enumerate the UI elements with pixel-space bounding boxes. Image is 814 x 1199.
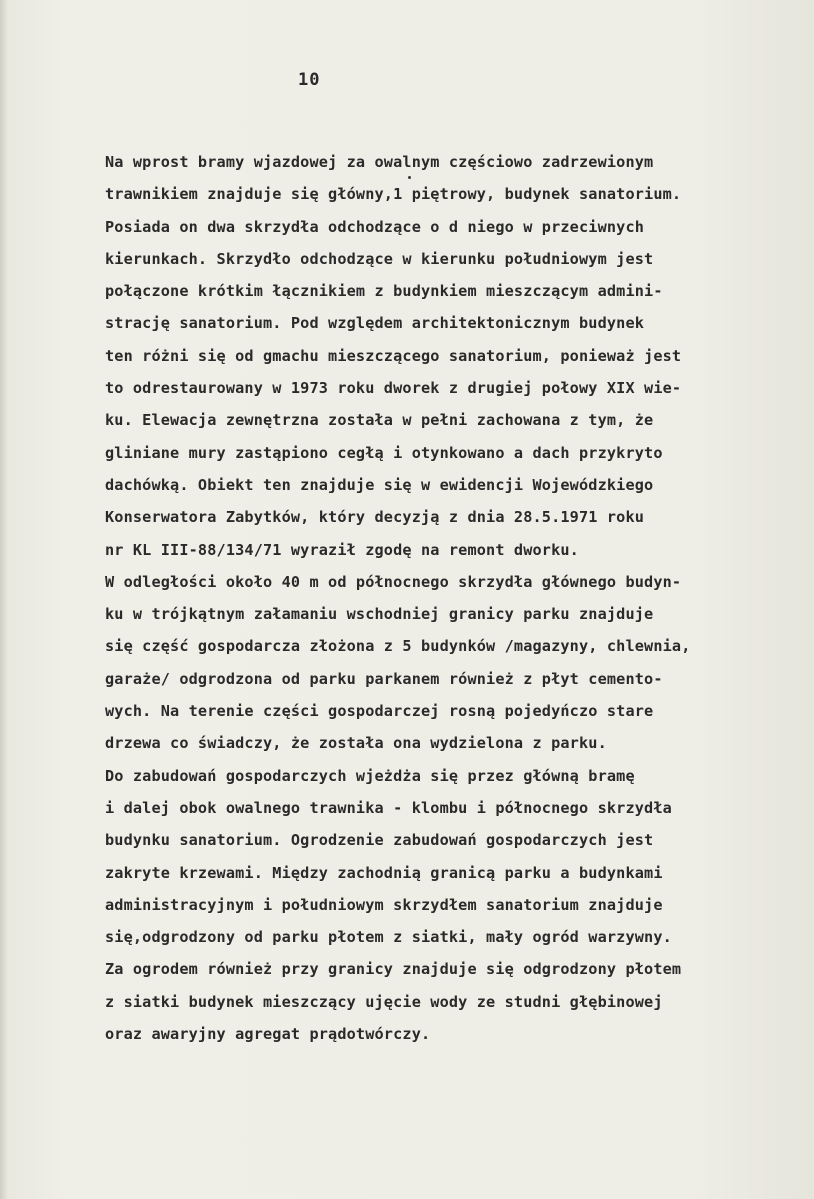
page-edge-shadow [0,0,8,1199]
text-line: to odrestaurowany w 1973 roku dworek z drugiej połowy XIX wie- [105,379,682,398]
text-line: ten różni się od gmachu mieszczącego sanatorium, ponieważ jest [105,346,682,365]
text-line: ku w trójkątnym załamaniu wschodniej granicy parku znajduje [105,605,654,624]
text-line: i dalej obok owalnego trawnika - klombu i północnego skrzydła [105,798,672,817]
text-line: W odległości około 40 m od północnego skrzydła głównego budyn- [105,572,682,591]
page-number: 10 [298,70,321,90]
text-line: kierunkach. Skrzydło odchodzące w kierunku południowym jest [105,249,654,268]
text-line: Posiada on dwa skrzydła odchodzące o d niego w przeciwnych [105,217,645,236]
text-line: gliniane mury zastąpiono cegłą i otynkowano a dach przykryto [105,443,663,462]
text-line: strację sanatorium. Pod względem architektonicznym budynek [105,314,645,333]
body-text [105,146,795,1050]
text-line: wych. Na terenie części gospodarczej rosną pojedyńczo stare [105,702,654,721]
text-line: Na wprost bramy wjazdowej za owalnym częściowo zadrzewionym [105,153,654,171]
text-line: ku. Elewacja zewnętrzna została w pełni zachowana z tym, że [105,411,654,430]
text-line: administracyjnym i południowym skrzydłem sanatorium znajduje [105,895,663,914]
text-line: Do zabudowań gospodarczych wjeżdża się przez główną bramę [105,766,635,785]
text-line: nr KL III-88/134/71 wyraził zgodę na remont dworku. [105,540,579,559]
text-line: dachówką. Obiekt ten znajduje się w ewidencji Wojewódzkiego [105,475,654,494]
text-line: drzewa co świadczy, że została ona wydzielona z parku. [105,734,607,753]
text-line: Za ogrodem również przy granicy znajduje się odgrodzony płotem [105,960,682,979]
text-line: budynku sanatorium. Ogrodzenie zabudowań gospodarczych jest [105,831,654,850]
text-line: się część gospodarcza złożona z 5 budynków /magazyny, chlewnia, [105,637,691,656]
text-line: zakryte krzewami. Między zachodnią granicą parku a budynkami [105,863,663,882]
text-line: Konserwatora Zabytków, który decyzją z dnia 28.5.1971 roku [105,508,645,527]
text-line: połączone krótkim łącznikiem z budynkiem mieszczącym admini- [105,282,663,301]
text-line: garaże/ odgrodzona od parku parkanem również z płyt cemento- [105,669,663,688]
text-line: oraz awaryjny agregat prądotwórczy. [105,1025,431,1044]
text-line: się,odgrodzony od parku płotem z siatki, mały ogród warzywny. [105,928,672,947]
text-line: trawnikiem znajduje się główny,1 piętrowy, budynek sanatorium. [105,185,682,204]
text-line: z siatki budynek mieszczący ujęcie wody ze studni głębinowej [105,992,663,1011]
